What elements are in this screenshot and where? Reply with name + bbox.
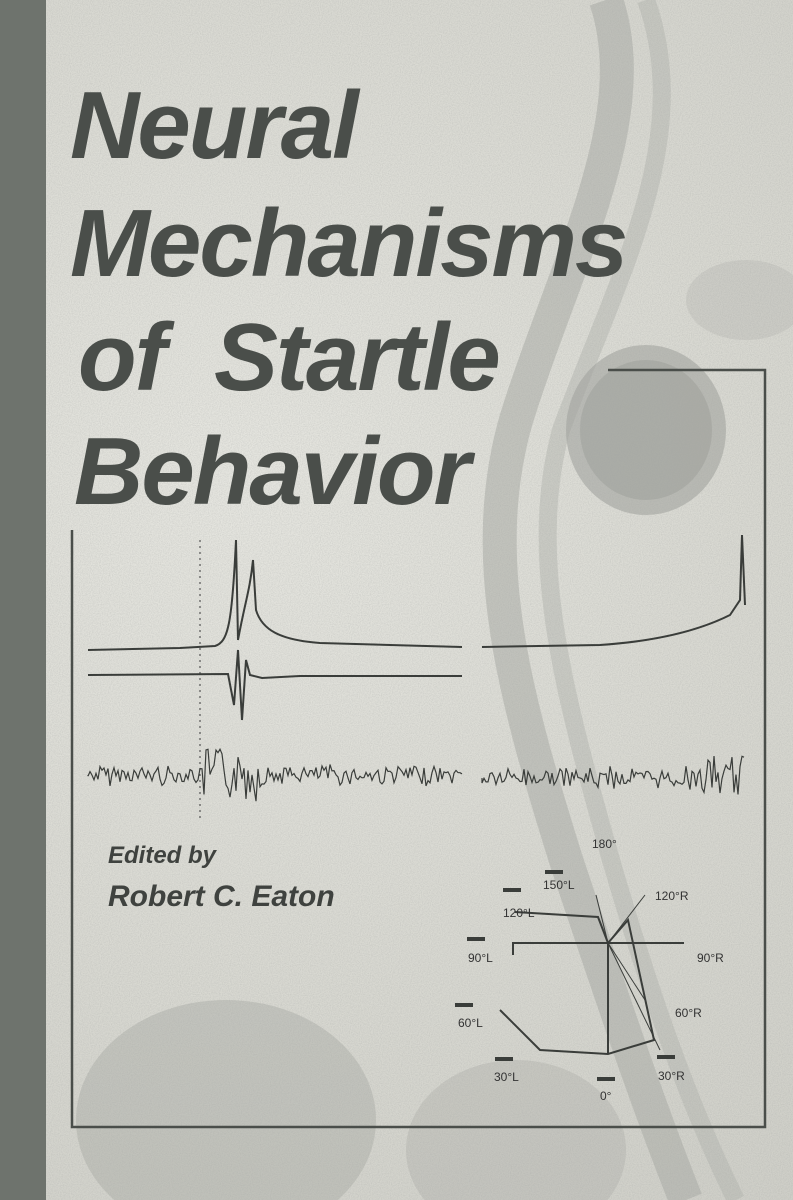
angle-label-0: 0° <box>600 1089 612 1103</box>
fish-icon-90L <box>467 937 485 941</box>
fish-icon-0 <box>597 1077 615 1081</box>
angle-label-60R: 60°R <box>675 1006 702 1020</box>
title-line-1: Neural <box>70 72 357 179</box>
angle-label-150L: 150°L <box>543 878 575 892</box>
fish-icon-30R <box>657 1055 675 1059</box>
angle-label-60L: 60°L <box>458 1016 483 1030</box>
ray-120R <box>608 895 645 943</box>
fish-icon-150L <box>545 870 563 874</box>
title-line-4: Behavior <box>74 418 469 525</box>
angle-label-30R: 30°R <box>658 1069 685 1083</box>
fish-icon-30L <box>495 1057 513 1061</box>
edited-by-label: Edited by <box>108 842 217 869</box>
angle-label-30L: 30°L <box>494 1070 519 1084</box>
angle-label-120L: 120°L <box>503 906 535 920</box>
title-line-2: Mechanisms <box>70 190 627 297</box>
angle-label-120R: 120°R <box>655 889 689 903</box>
angle-label-90L: 90°L <box>468 951 493 965</box>
title-line-3: of Startle <box>78 304 499 411</box>
editor-name: Robert C. Eaton <box>108 880 335 913</box>
fish-icon-120L <box>503 888 521 892</box>
fish-icon-60L <box>455 1003 473 1007</box>
ray-30R <box>608 943 660 1050</box>
polygon-lower <box>500 920 654 1054</box>
angle-label-90R: 90°R <box>697 951 724 965</box>
angle-label-180: 180° <box>592 837 617 851</box>
